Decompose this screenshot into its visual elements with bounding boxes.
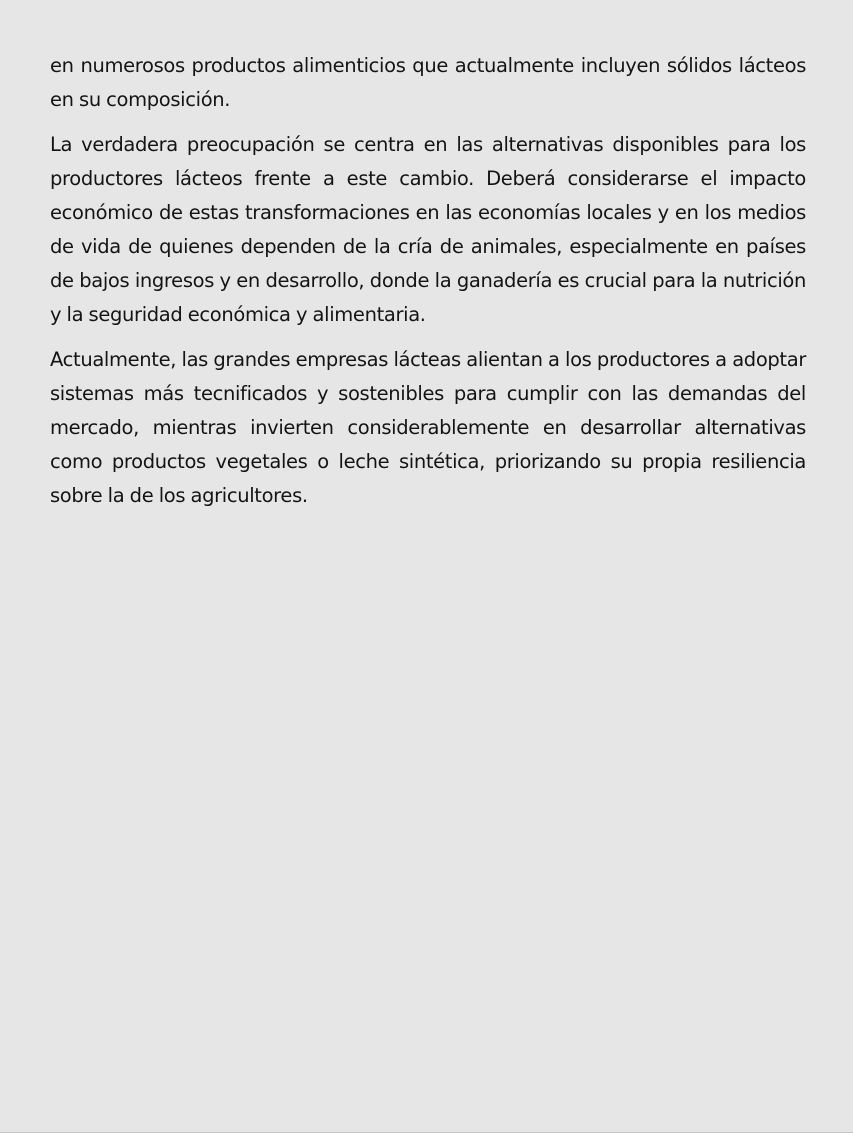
document-body [50, 49, 806, 524]
paragraph-2: La verdadera preocupación se centra en las alternativas disponibles para los productores lácteos frente a este cambio. Deberá considerarse el impacto económico de estas transformaciones en las economías locales y en los medios de vida de quienes dependen de la cría de animales, especialmente en países de bajos ingresos y en desarrollo, donde la ganadería es crucial para la nutrición y la seguridad económica y alimentaria. [50, 133, 806, 326]
paragraph-3: Actualmente, las grandes empresas lácteas alientan a los productores a adoptar sistemas más tecnificados y sostenibles para cumplir con las demandas del mercado, mientras invierten considerablemente en desarrollar alternativas como productos vegetales o leche sintética, priorizando su propia resiliencia sobre la de los agricultores. [50, 348, 806, 507]
paragraph-1: en numerosos productos alimenticios que actualmente incluyen sólidos lácteos en su composición. [50, 54, 806, 111]
